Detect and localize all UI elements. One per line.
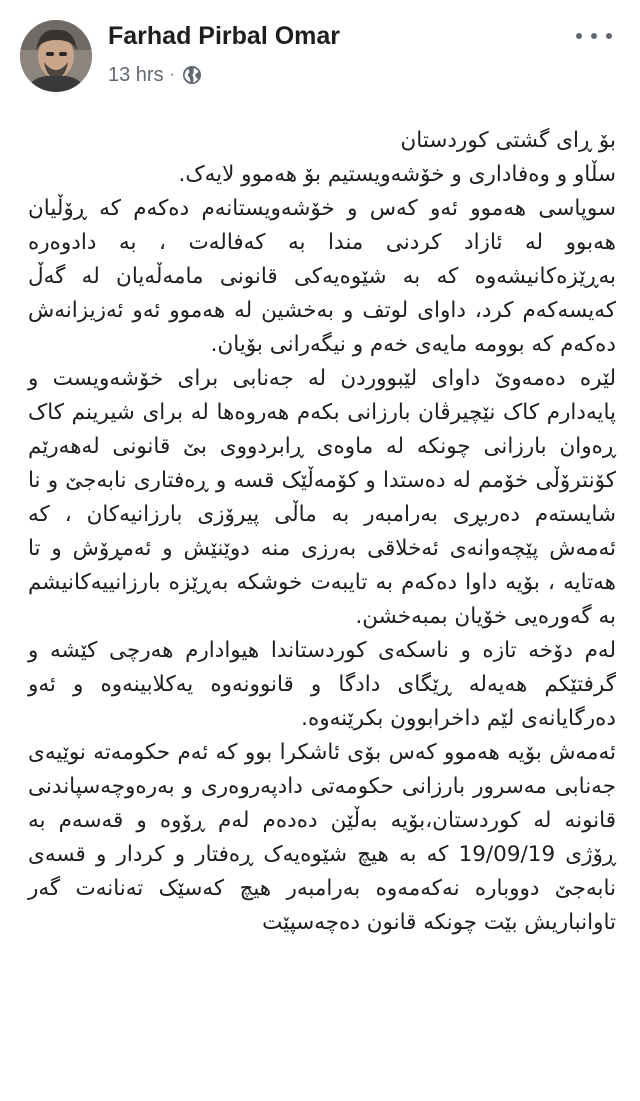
post-paragraph: لێرە دەمەوێ داوای لێبووردن لە جەنابی برای خۆشەویست و پایەدارم کاک نێچیرڤان بارزانی بکەم هەروەها لە برای شیرینم کاک ڕەوان بارزانی چونکە لە ماوەی ڕابردووی بێ قانونی لەهەرێم کۆنترۆڵی خۆمم لە دەستدا و کۆمەڵێک قسە و ڕەفتاری نابەجێ و نا شایستەم دەربڕی بەرامبەر بە ماڵی پیرۆزی بارزانیەکان ، کە ئەمەش پێچەوانەی ئەخلاقی بەرزی منە دوێنێش و ئەمڕۆش و تا هەتایە ، بۆیە داوا دەکەم بە تایبەت خوشکە بەڕێزە بارزانییەکانیشم بە گەورەیی خۆیان بمبەخشن. [28,366,616,629]
author-name[interactable]: Farhad Pirbal Omar [108,22,341,50]
globe-icon[interactable] [182,65,202,85]
more-horizontal-icon [576,33,582,39]
post-timestamp[interactable]: 13 hrs [108,63,164,86]
post-paragraph: بۆ ڕای گشتی کوردستان [400,128,616,153]
post-header [0,0,640,100]
post-text [28,124,616,940]
post-paragraph: لەم دۆخە تازە و ناسکەی کوردستاندا هیوادارم هەرچی کێشە و گرفتێکم هەیەلە ڕێگای دادگا و قانوونەوە یەکلابینەوە و ئەو دەرگایانەی لێم داخرابوون بکرێنەوە. [28,638,616,731]
avatar-photo-icon [20,20,92,92]
post-paragraph: ئەمەش بۆیە هەموو کەس بۆی ئاشکرا بوو کە ئەم حکومەتە نوێیەی جەنابی مەسرور بارزانی حکومەتی دادپەروەری و بەرەوچەسپاندنی قانونە لە کوردستان،بۆیە بەڵێن دەدەم لەم ڕۆوە و قەسەم بە ڕۆژی 19/09/19 کە بە هیچ شێوەیەک ڕەفتار و کردار و قسەی نابەجێ دووبارە نەکەمەوە بەرامبەر هیچ کەسێک تەنانەت گەر تاوانباریش بێت چونکە قانون دەچەسپێت [28,740,616,935]
post-meta [108,62,202,88]
more-horizontal-icon [606,33,612,39]
post-paragraph: سڵاو و وەفاداری و خۆشەویستیم بۆ هەموو لایەک. [178,162,616,187]
post-paragraph: سوپاسی هەموو ئەو کەس و خۆشەویستانەم دەکەم کە ڕۆڵیان هەبوو لە ئازاد کردنی مندا بە کەفالەت ، بە دادوەرە بەڕێزەکانیشەوە کە بە شێوەیەکی قانونی مامەڵەیان لە گەڵ کەیسەکەم کرد، داوای لوتف و بەخشین لە هەموو ئەو ئەزیزانەش دەکەم کە بوومە مایەی خەم و نیگەرانی بۆیان. [28,196,616,357]
more-horizontal-icon [591,33,597,39]
meta-separator: · [169,66,175,83]
avatar[interactable] [20,20,92,92]
more-options-button[interactable] [576,24,612,48]
